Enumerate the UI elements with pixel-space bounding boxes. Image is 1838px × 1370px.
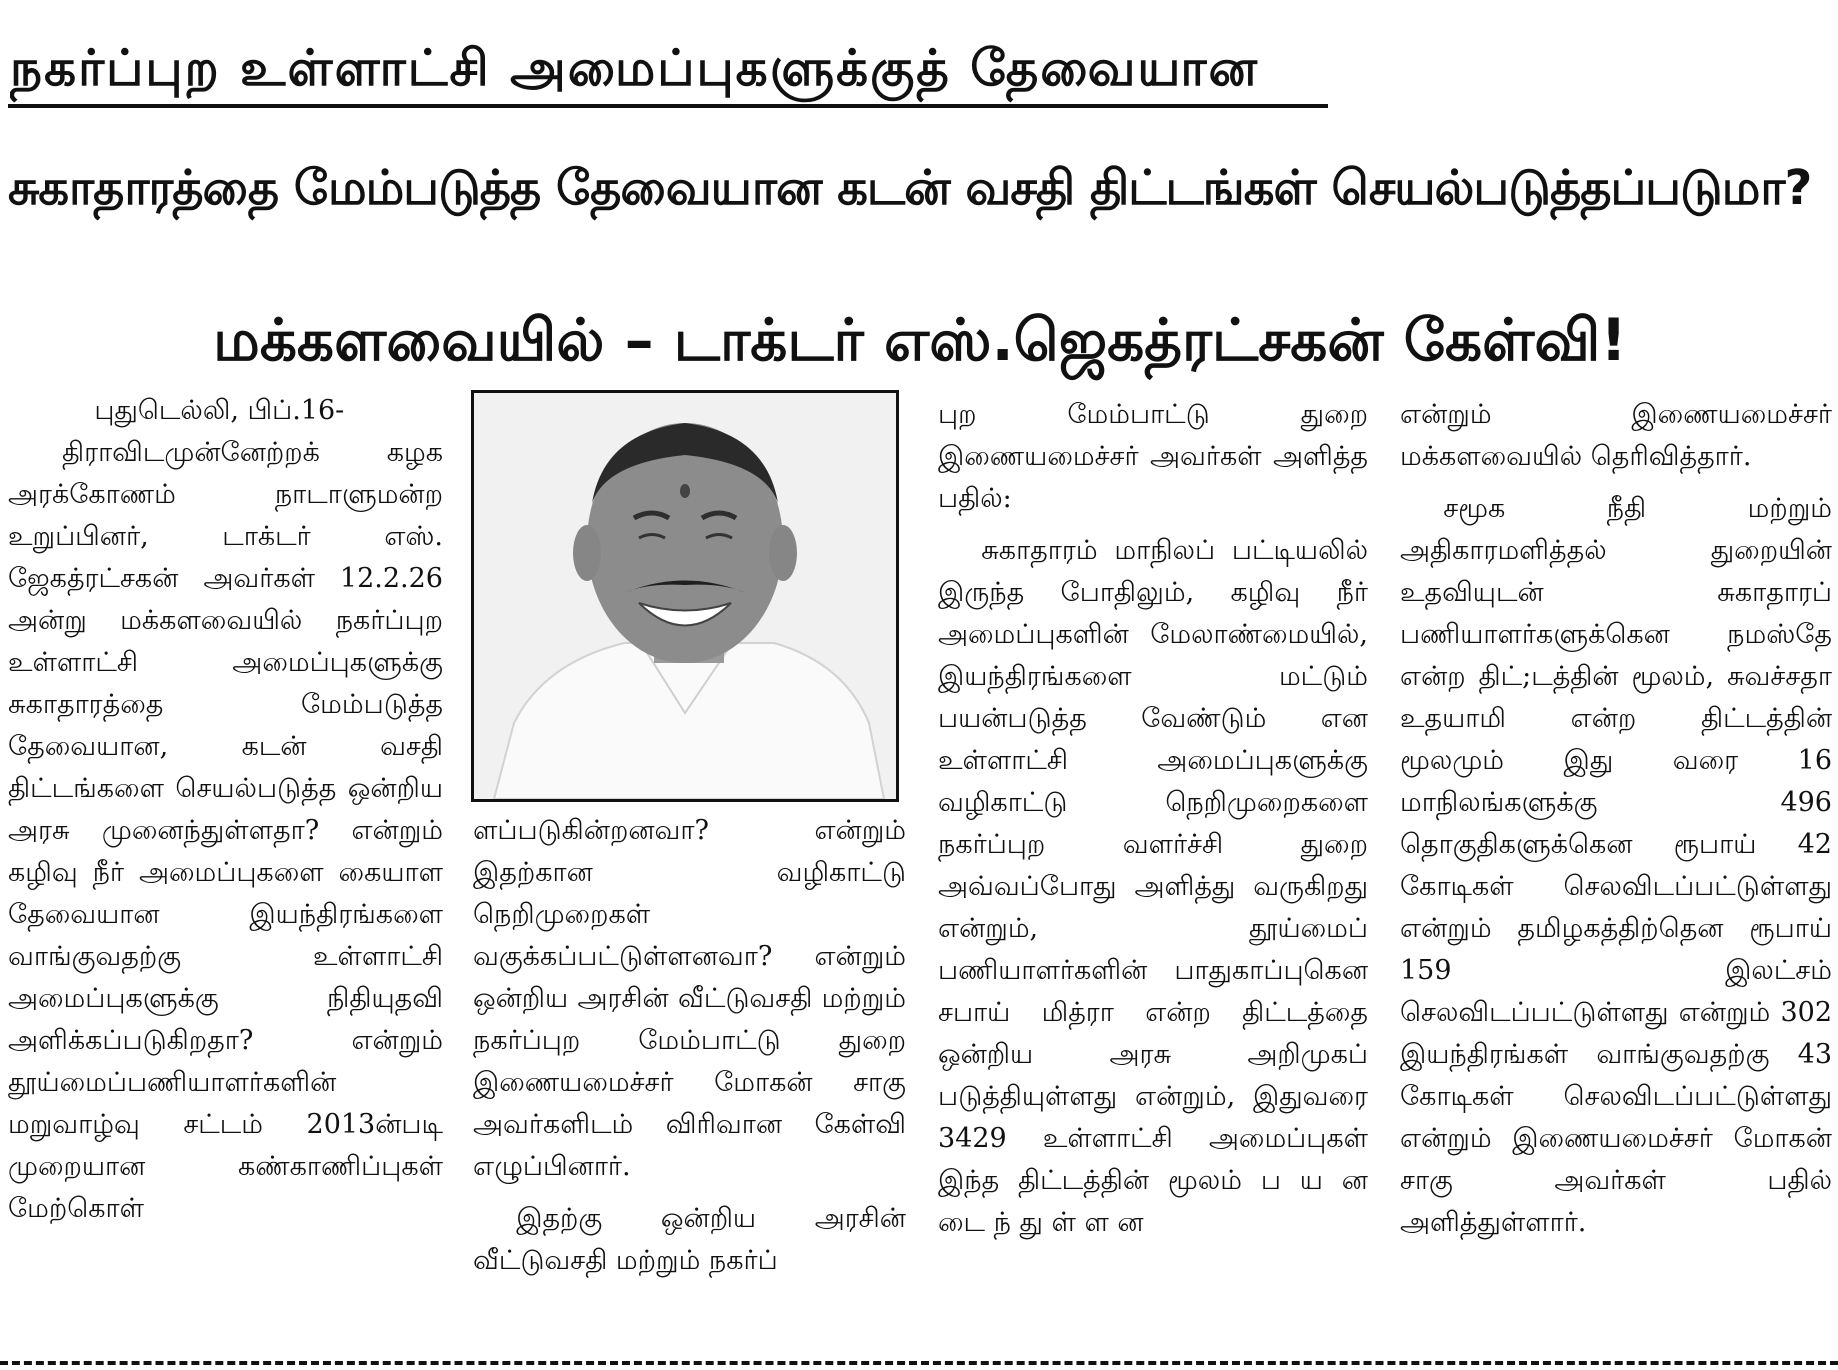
- dateline: புதுடெல்லி, பிப்.16-: [94, 395, 345, 426]
- article-headline: சுகாதாரத்தை மேம்படுத்த தேவையான கடன் வசதி திட்டங்கள் செயல்படுத்தப்படுமா?: [8, 160, 1812, 216]
- portrait-photo: [471, 390, 899, 802]
- article-kicker: நகர்ப்புற உள்ளாட்சி அமைப்புகளுக்குத் தேவையான: [10, 39, 1259, 97]
- portrait-photo-graphic: [474, 393, 896, 799]
- body-paragraph: சமூக நீதி மற்றும் அதிகாரமளித்தல் துறையின் உதவியுடன் சுகாதாரப் பணியாளர்களுக்கென நமஸ்தே என்ற திட்;டத்தின் மூலம், சுவச்சதா உதயாமி என்ற திட்டத்தின் மூலமும் இது வரை 16 மாநிலங்களுக்கு 496 தொகுதிகளுக்கென ரூபாய் 42 கோடிகள் செலவிடப்பட்டுள்ளது என்றும் தமிழகத்திற்தென ரூபாய் 159 இலட்சம் செலவிடப்பட்டுள்ளது என்றும் 302 இயந்திரங்கள் வாங்குவதற்கு 43 கோடிகள் செலவிடப்பட்டுள்ளது என்றும் இணையமைச்சர் மோகன் சாகு அவர்கள் பதில் அளித்துள்ளார்.: [1400, 493, 1832, 1238]
- body-paragraph: சுகாதாரம் மாநிலப் பட்டியலில் இருந்த போதிலும், கழிவு நீர் அமைப்புகளின் மேலாண்மையில், இயந்திரங்களை மட்டும் பயன்படுத்த வேண்டும் என உள்ளாட்சி அமைப்புகளுக்கு வழிகாட்டு நெறிமுறைகளை நகர்ப்புற வளர்ச்சி துறை அவ்வப்போது அளித்து வருகிறது என்றும், தூய்மைப் பணியாளர்களின் பாதுகாப்புகென சபாய் மித்ரா என்ற திட்டத்தை ஒன்றிய அரசு அறிமுகப் படுத்தியுள்ளது என்றும், இதுவரை 3429 உள்ளாட்சி அமைப்புகள் இந்த திட்டத்தின் மூலம் ப ய ன டை ந் து ள் ள ன: [938, 535, 1368, 1238]
- body-paragraph: திராவிடமுன்னேற்றக் கழக அரக்கோணம் நாடாளுமன்ற உறுப்பினர், டாக்டர் எஸ். ஜேகத்ரட்சகன் அவர்கள் 12.2.26 அன்று மக்களவையில் நகர்ப்புற உள்ளாட்சி அமைப்புகளுக்கு சுகாதாரத்தை மேம்படுத்த தேவையான, கடன் வசதி திட்டங்களை செயல்படுத்த ஒன்றிய அரசு முனைந்துள்ளதா? என்றும் கழிவு நீர் அமைப்புகளை கையாள தேவையான இயந்திரங்களை வாங்குவதற்கு உள்ளாட்சி அமைப்புகளுக்கு நிதியுதவி அளிக்கப்படுகிறதா? என்றும் தூய்மைப்பணியாளர்களின் மறுவாழ்வு சட்டம் 2013ன்படி முறையான கண்காணிப்புகள் மேற்கொள்: [8, 437, 443, 1224]
- kicker-underline: [8, 104, 1328, 108]
- body-paragraph: புற மேம்பாட்டு துறை இணையமைச்சர் அவர்கள் அளித்த பதில்:: [938, 399, 1368, 514]
- body-column-2: [473, 810, 906, 1360]
- body-paragraph: இதற்கு ஒன்றிய அரசின் வீட்டுவசதி மற்றும் நகர்ப்: [473, 1203, 906, 1276]
- body-column-1: [8, 390, 443, 1360]
- body-paragraph: ளப்படுகின்றனவா? என்றும் இதற்கான வழிகாட்டு நெறிமுறைகள் வகுக்கப்பட்டுள்ளனவா? என்றும் ஒன்றிய அரசின் வீட்டுவசதி மற்றும் நகர்ப்புற மேம்பாட்டு துறை இணையமைச்சர் மோகன் சாகு அவர்களிடம் விரிவான கேள்வி எழுப்பினார்.: [473, 815, 906, 1182]
- body-column-4: [1400, 394, 1832, 1360]
- body-column-3: [938, 394, 1368, 1360]
- article-subheadline: மக்களவையில் – டாக்டர் எஸ்.ஜெகத்ரட்சகன் கேள்வி!: [213, 306, 1627, 374]
- body-paragraph: என்றும் இணையமைச்சர் மக்களவையில் தெரிவித்தார்.: [1400, 399, 1832, 472]
- dashed-divider: [0, 1361, 1838, 1365]
